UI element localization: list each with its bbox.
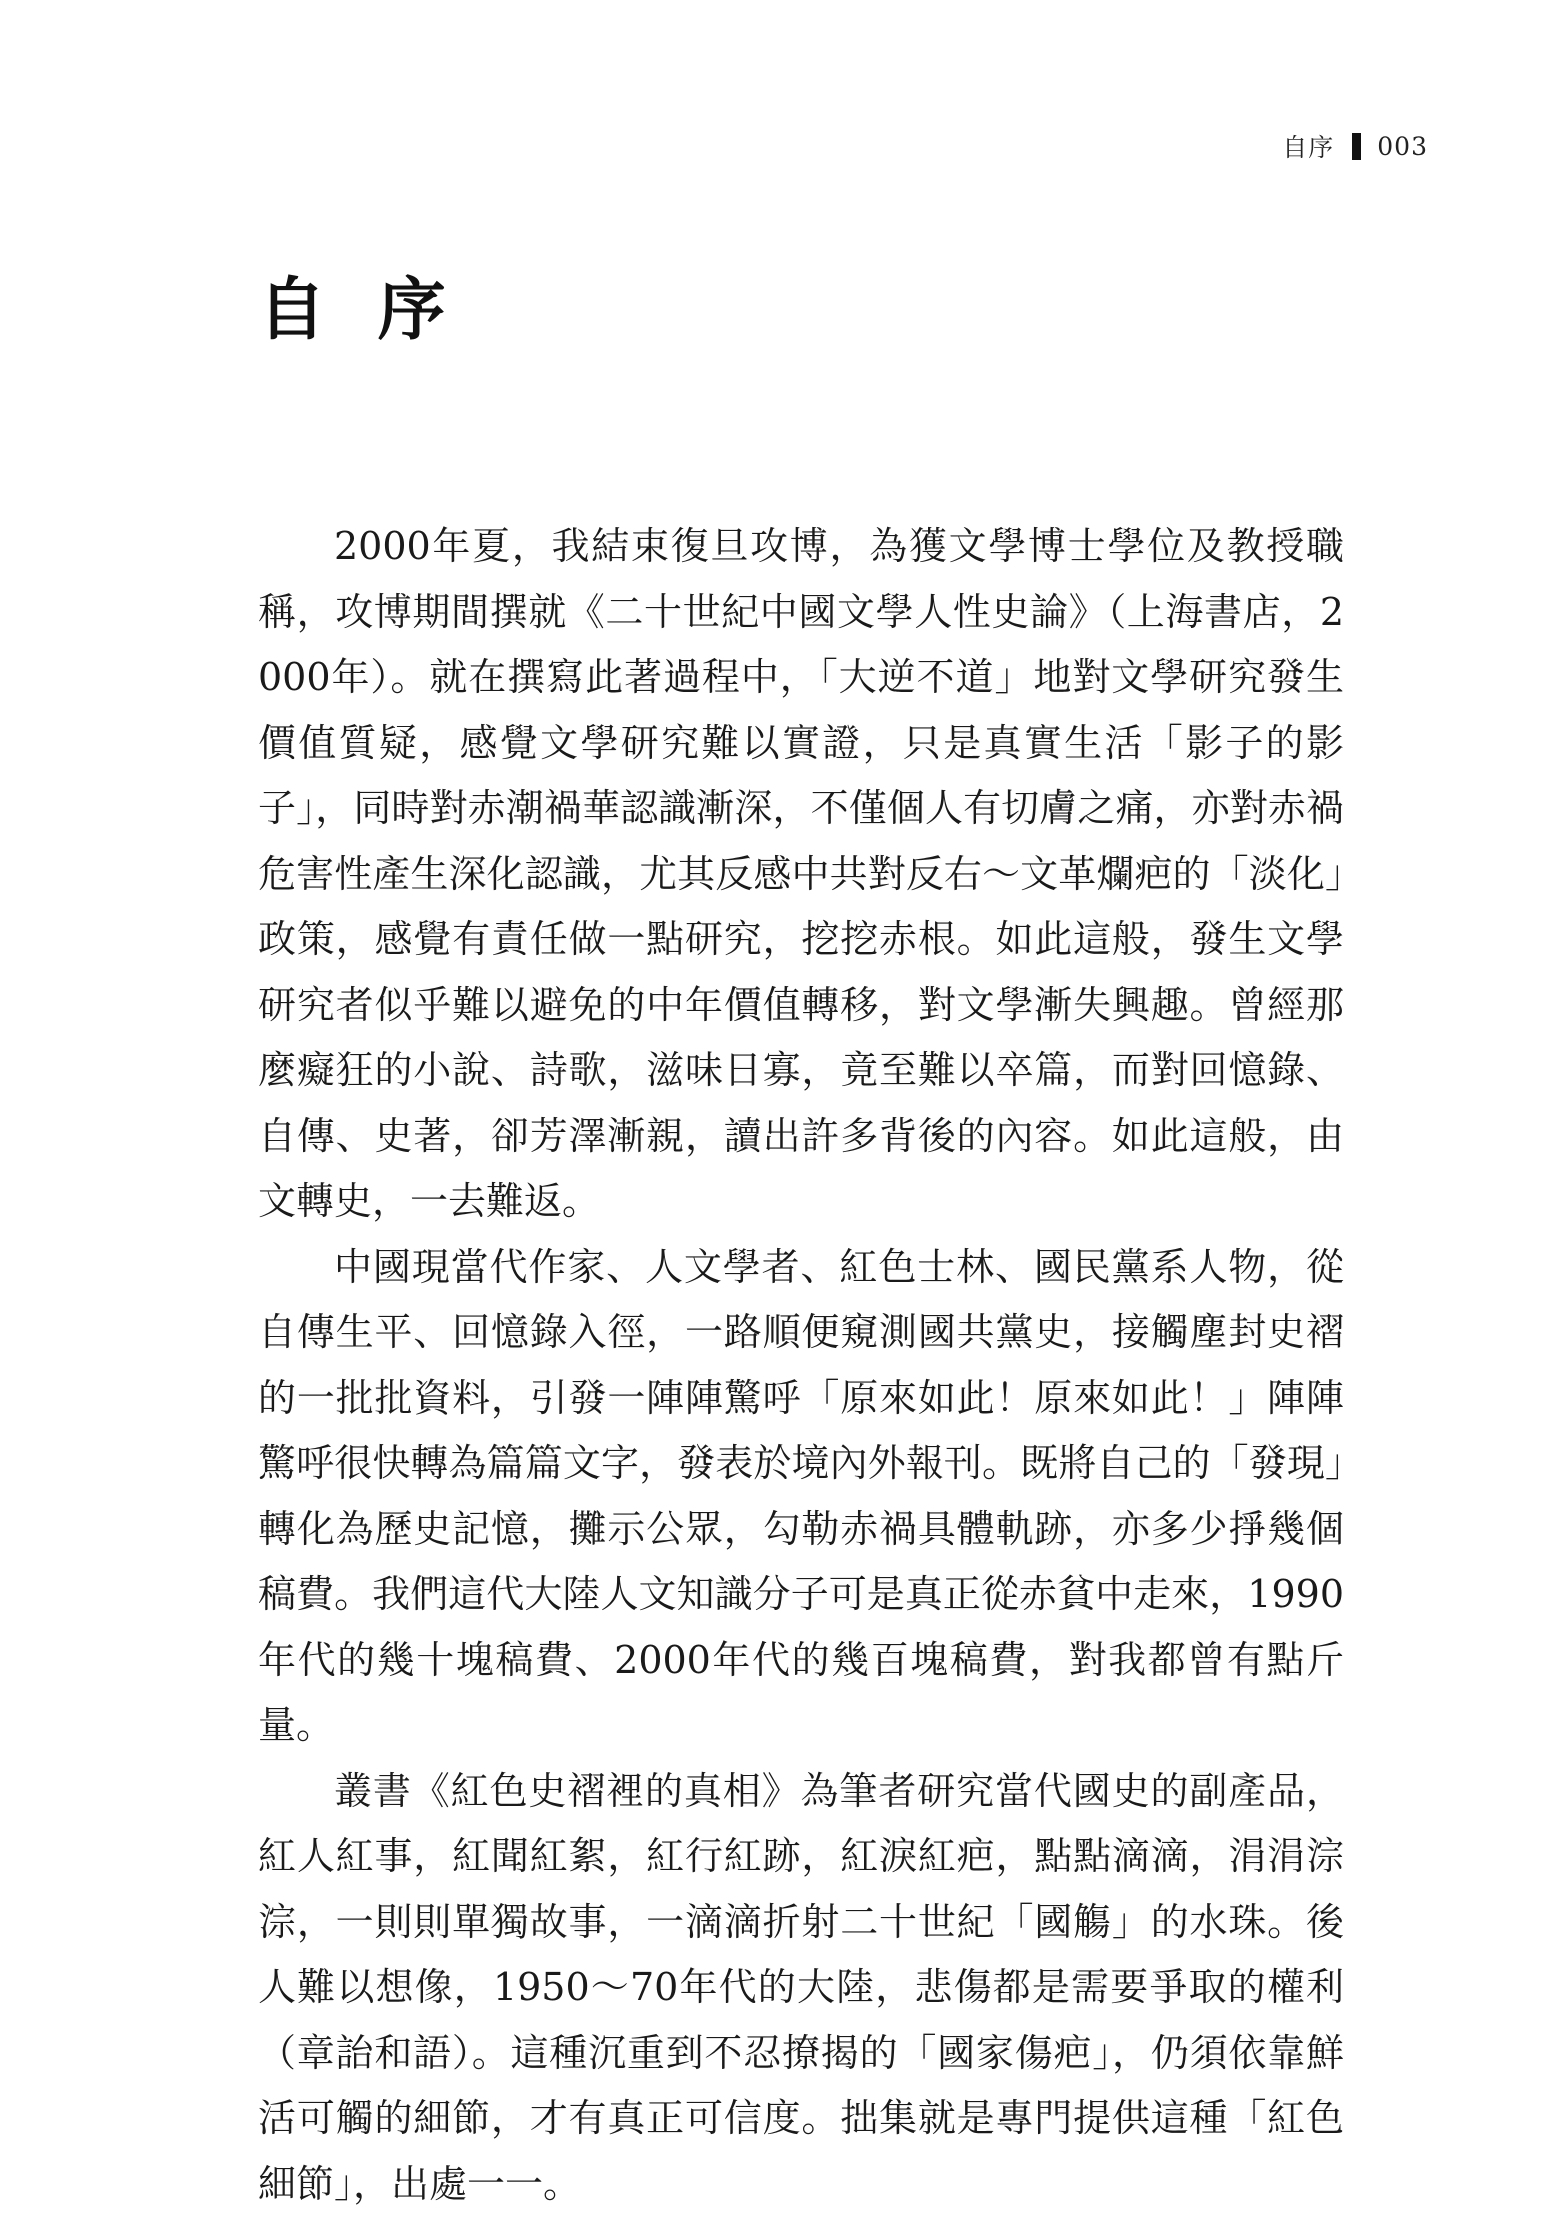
- running-head: [1282, 128, 1428, 164]
- running-head-divider: [1352, 133, 1361, 160]
- chapter-title: 自 序: [258, 276, 460, 344]
- body-text: [258, 514, 1344, 2217]
- running-head-section: 自序: [1282, 128, 1334, 164]
- paragraph-3: 叢書《紅色史褶裡的真相》為筆者研究當代國史的副產品，紅人紅事，紅聞紅絮，紅行紅跡，紅淚紅疤，點點滴滴，涓涓淙淙，一則則單獨故事，一滴滴折射二十世紀「國觴」的水珠。後人難以想像，1950～70年代的大陸，悲傷都是需要爭取的權利（章詒和語）。這種沉重到不忍撩揭的「國家傷疤」，仍須依靠鮮活可觸的細節，才有真正可信度。拙集就是專門提供這種「紅色細節」，出處一一。: [258, 1759, 1344, 2217]
- paragraph-2: 中國現當代作家、人文學者、紅色士林、國民黨系人物，從自傳生平、回憶錄入徑，一路順便窺測國共黨史，接觸塵封史褶的一批批資料，引發一陣陣驚呼「原來如此！原來如此！」陣陣驚呼很快轉為篇篇文字，發表於境內外報刊。既將自己的「發現」轉化為歷史記憶，攤示公眾，勾勒赤禍具體軌跡，亦多少掙幾個稿費。我們這代大陸人文知識分子可是真正從赤貧中走來，1990年代的幾十塊稿費、2000年代的幾百塊稿費，對我都曾有點斤量。: [258, 1235, 1344, 1759]
- paragraph-1: 2000年夏，我結束復旦攻博，為獲文學博士學位及教授職稱，攻博期間撰就《二十世紀中國文學人性史論》（上海書店，2000年）。就在撰寫此著過程中，「大逆不道」地對文學研究發生價值質疑，感覺文學研究難以實證，只是真實生活「影子的影子」，同時對赤潮禍華認識漸深，不僅個人有切膚之痛，亦對赤禍危害性產生深化認識，尤其反感中共對反右～文革爛疤的「淡化」政策，感覺有責任做一點研究，挖挖赤根。如此這般，發生文學研究者似乎難以避免的中年價值轉移，對文學漸失興趣。曾經那麼癡狂的小說、詩歌，滋味日寡，竟至難以卒篇，而對回憶錄、自傳、史著，卻芳澤漸親，讀出許多背後的內容。如此這般，由文轉史，一去難返。: [258, 514, 1344, 1235]
- page-number: 003: [1377, 132, 1428, 161]
